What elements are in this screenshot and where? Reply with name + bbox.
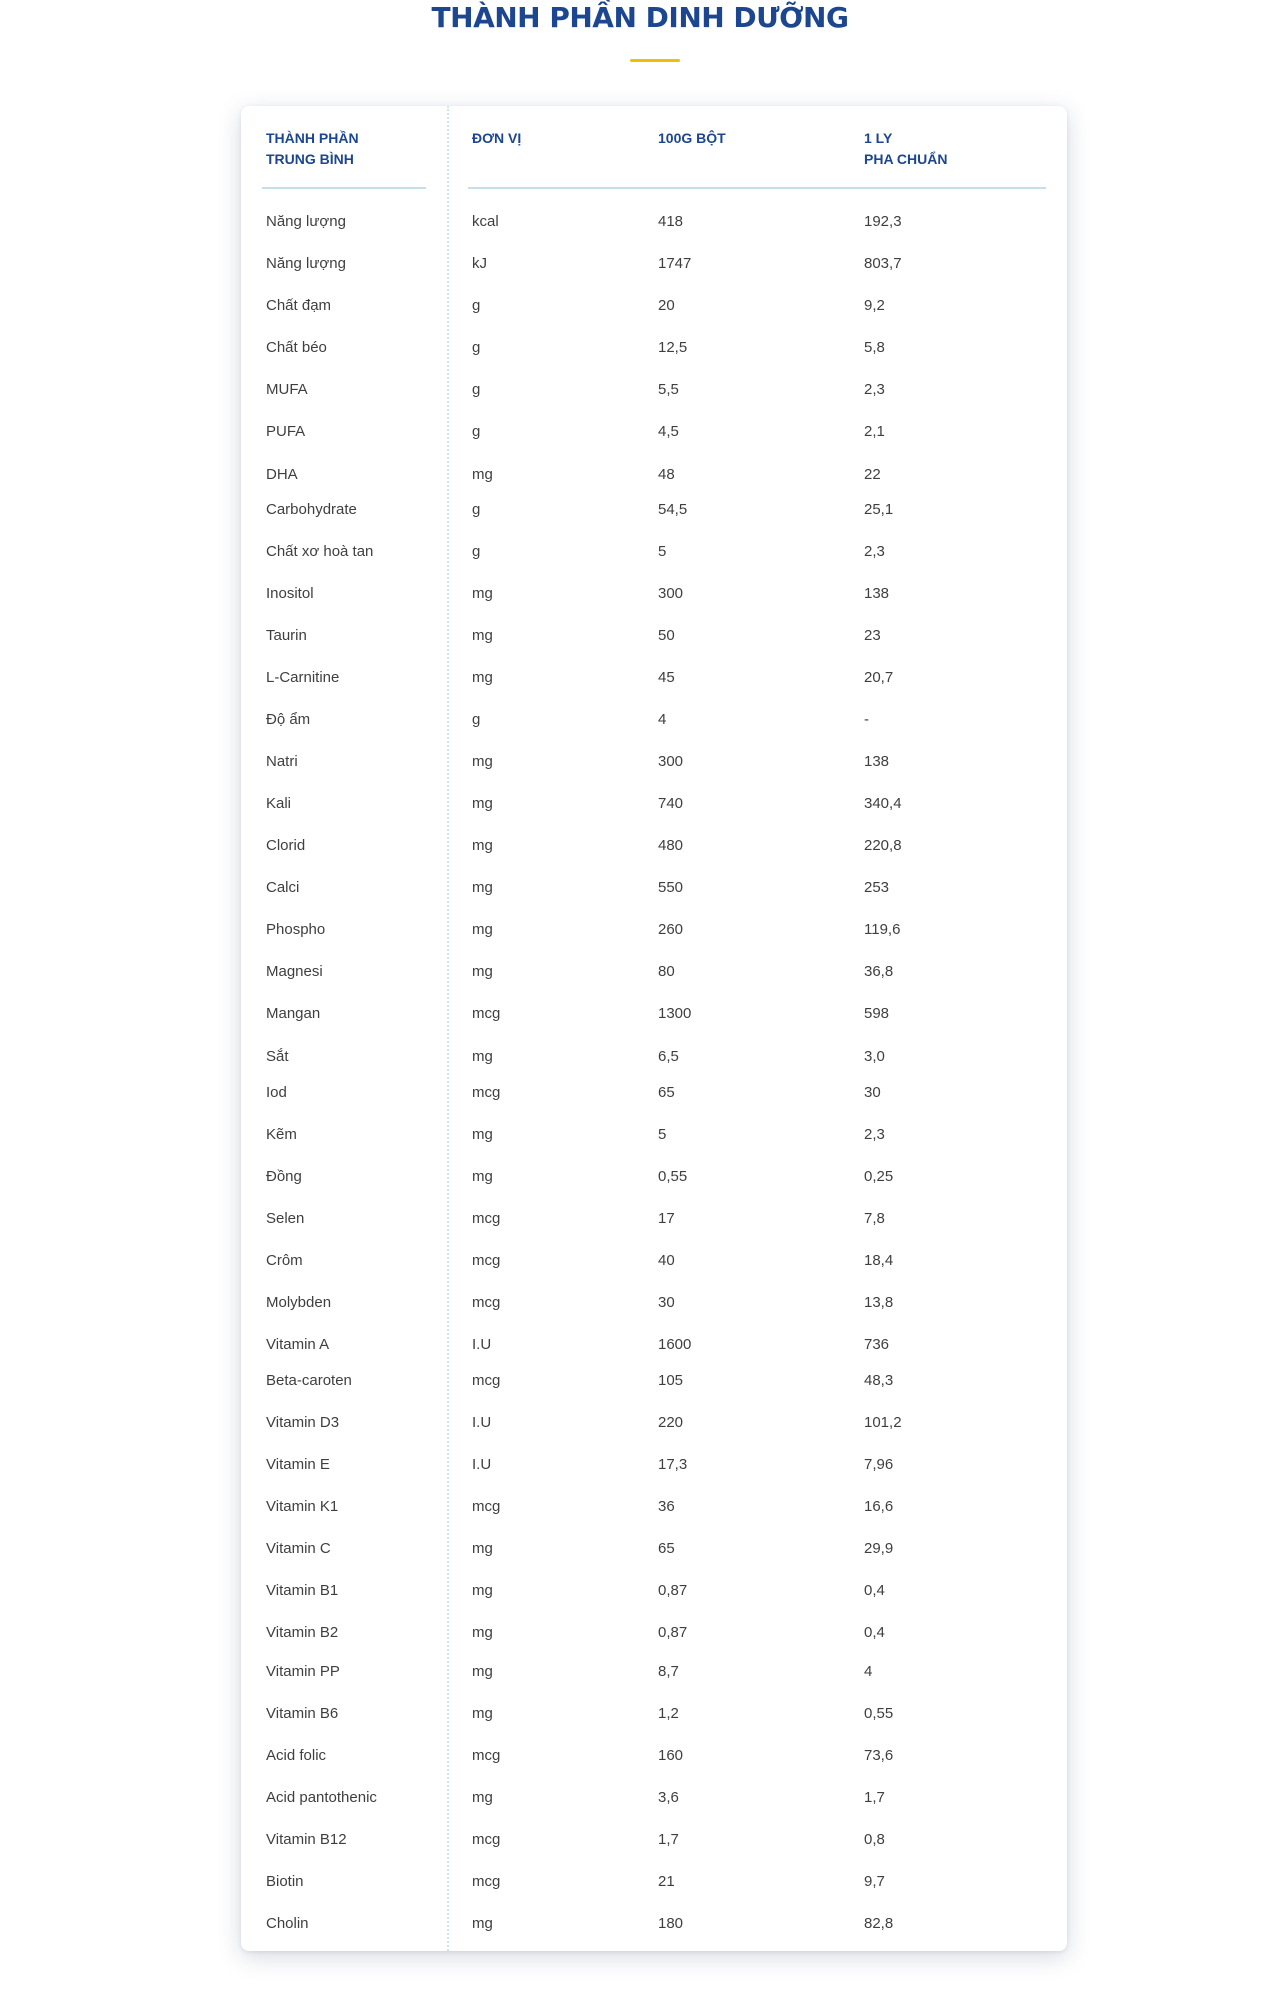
table-row (241, 210, 1067, 234)
row-per-glass: 0,4 (864, 1624, 885, 1641)
row-ingredient: Phospho (266, 921, 326, 938)
table-row (241, 1495, 1067, 1519)
row-per-100g: 180 (658, 1915, 684, 1932)
row-per-100g: 220 (658, 1414, 684, 1431)
row-per-glass: 220,8 (864, 837, 902, 854)
row-unit: mg (472, 669, 493, 686)
row-unit: mg (472, 1582, 493, 1599)
row-ingredient: Calci (266, 879, 300, 896)
row-unit: mcg (472, 1498, 501, 1515)
row-ingredient: Năng lượng (266, 255, 346, 272)
table-row (241, 1870, 1067, 1894)
row-per-glass: 4 (864, 1663, 873, 1680)
table-row (241, 1045, 1067, 1069)
row-per-100g: 300 (658, 585, 684, 602)
row-per-100g: 5 (658, 543, 667, 560)
row-ingredient: Clorid (266, 837, 306, 854)
row-ingredient: Beta-caroten (266, 1372, 352, 1389)
row-per-100g: 3,6 (658, 1789, 679, 1806)
row-ingredient: PUFA (266, 423, 306, 440)
row-ingredient: Vitamin B12 (266, 1831, 347, 1848)
row-ingredient: Chất đạm (266, 297, 332, 314)
row-ingredient: Đồng (266, 1168, 302, 1185)
row-per-100g: 418 (658, 213, 684, 230)
table-row (241, 1002, 1067, 1026)
row-per-glass: 119,6 (864, 921, 901, 938)
row-per-100g: 8,7 (658, 1663, 679, 1680)
row-ingredient: Năng lượng (266, 213, 346, 230)
table-row (241, 378, 1067, 402)
row-per-100g: 0,87 (658, 1624, 688, 1641)
row-ingredient: Vitamin C (266, 1540, 331, 1557)
table-row (241, 540, 1067, 564)
row-per-glass: 0,55 (864, 1705, 894, 1722)
table-row (241, 1579, 1067, 1603)
row-per-100g: 21 (658, 1873, 675, 1890)
table-row (241, 1912, 1067, 1936)
row-per-100g: 550 (658, 879, 684, 896)
row-per-glass: 2,3 (864, 1126, 885, 1143)
table-row (241, 1123, 1067, 1147)
row-ingredient: Chất béo (266, 339, 327, 356)
row-unit: mg (472, 1789, 493, 1806)
table-row (241, 834, 1067, 858)
row-per-glass: 3,0 (864, 1048, 885, 1065)
row-per-100g: 1600 (658, 1336, 692, 1353)
row-per-glass: - (864, 711, 869, 728)
row-ingredient: Natri (266, 753, 298, 770)
row-per-glass: 192,3 (864, 213, 902, 230)
row-unit: mcg (472, 1747, 501, 1764)
row-per-100g: 45 (658, 669, 675, 686)
row-unit: mg (472, 1705, 493, 1722)
row-per-glass: 7,96 (864, 1456, 894, 1473)
row-unit: mcg (472, 1084, 501, 1101)
row-per-100g: 6,5 (658, 1048, 679, 1065)
row-unit: mcg (472, 1372, 501, 1389)
table-row (241, 1744, 1067, 1768)
row-ingredient: Kali (266, 795, 292, 812)
row-per-glass: 138 (864, 753, 890, 770)
row-per-glass: 82,8 (864, 1915, 894, 1932)
row-per-glass: 9,7 (864, 1873, 885, 1890)
table-row (241, 1165, 1067, 1189)
row-ingredient: Acid folic (266, 1747, 327, 1764)
row-unit: mg (472, 585, 493, 602)
row-per-100g: 54,5 (658, 501, 688, 518)
row-unit: I.U (472, 1414, 492, 1431)
row-per-glass: 23 (864, 627, 881, 644)
row-per-100g: 0,55 (658, 1168, 688, 1185)
row-per-100g: 1300 (658, 1005, 692, 1022)
table-row (241, 1621, 1067, 1645)
header-per-glass: 1 LY PHA CHUẨN (864, 130, 948, 167)
row-per-100g: 50 (658, 627, 675, 644)
table-row (241, 1702, 1067, 1726)
table-row (241, 750, 1067, 774)
header-per-100g: 100G BỘT (658, 130, 726, 146)
table-row (241, 1081, 1067, 1105)
row-unit: I.U (472, 1456, 492, 1473)
row-per-100g: 105 (658, 1372, 684, 1389)
table-row (241, 708, 1067, 732)
table-row (241, 1291, 1067, 1315)
row-per-glass: 0,4 (864, 1582, 885, 1599)
row-per-100g: 36 (658, 1498, 675, 1515)
row-per-100g: 5,5 (658, 381, 679, 398)
row-ingredient: Acid pantothenic (266, 1789, 377, 1806)
row-unit: g (472, 339, 481, 356)
table-row (241, 582, 1067, 606)
row-ingredient: Molybden (266, 1294, 332, 1311)
row-per-glass: 0,25 (864, 1168, 894, 1185)
row-per-glass: 13,8 (864, 1294, 894, 1311)
row-unit: mcg (472, 1005, 501, 1022)
row-per-100g: 48 (658, 466, 675, 483)
table-row (241, 918, 1067, 942)
row-per-100g: 40 (658, 1252, 675, 1269)
row-unit: mg (472, 753, 493, 770)
row-per-glass: 7,8 (864, 1210, 885, 1227)
row-per-glass: 598 (864, 1005, 890, 1022)
header-ingredient: THÀNH PHẦN TRUNG BÌNH (266, 130, 359, 167)
table-row (241, 1786, 1067, 1810)
table-row (241, 1660, 1067, 1684)
table-row (241, 1828, 1067, 1852)
row-per-100g: 65 (658, 1540, 675, 1557)
row-unit: mcg (472, 1294, 501, 1311)
row-per-glass: 5,8 (864, 339, 885, 356)
table-row (241, 1411, 1067, 1435)
row-per-100g: 5 (658, 1126, 667, 1143)
row-per-100g: 1747 (658, 255, 692, 272)
row-ingredient: Độ ẩm (266, 711, 311, 728)
row-ingredient: Vitamin A (266, 1336, 330, 1353)
nutrition-table-card (241, 106, 1067, 1951)
table-row (241, 792, 1067, 816)
row-ingredient: Crôm (266, 1252, 303, 1269)
row-per-glass: 340,4 (864, 795, 902, 812)
row-per-glass: 101,2 (864, 1414, 902, 1431)
row-unit: mg (472, 627, 493, 644)
row-unit: mg (472, 837, 493, 854)
row-ingredient: Vitamin K1 (266, 1498, 339, 1515)
table-row (241, 876, 1067, 900)
row-per-glass: 22 (864, 466, 881, 483)
header-underline-left (262, 187, 426, 189)
row-per-glass: 2,3 (864, 381, 885, 398)
row-unit: mg (472, 1126, 493, 1143)
row-per-100g: 4,5 (658, 423, 679, 440)
row-per-glass: 18,4 (864, 1252, 894, 1269)
row-ingredient: Cholin (266, 1915, 309, 1932)
row-per-glass: 25,1 (864, 501, 894, 518)
row-per-100g: 30 (658, 1294, 675, 1311)
row-per-100g: 740 (658, 795, 684, 812)
table-row (241, 1453, 1067, 1477)
row-ingredient: DHA (266, 466, 298, 483)
row-ingredient: Magnesi (266, 963, 323, 980)
table-row (241, 1207, 1067, 1231)
row-ingredient: Sắt (266, 1048, 289, 1065)
table-row (241, 498, 1067, 522)
row-unit: mg (472, 1663, 493, 1680)
row-per-glass: 29,9 (864, 1540, 894, 1557)
row-ingredient: Selen (266, 1210, 305, 1227)
row-per-100g: 1,7 (658, 1831, 679, 1848)
table-row (241, 252, 1067, 276)
row-per-100g: 65 (658, 1084, 675, 1101)
row-ingredient: L-Carnitine (266, 669, 340, 686)
row-unit: kcal (472, 213, 499, 230)
row-per-100g: 160 (658, 1747, 684, 1764)
row-unit: mcg (472, 1210, 501, 1227)
table-row (241, 960, 1067, 984)
row-unit: g (472, 381, 481, 398)
row-unit: mg (472, 466, 493, 483)
row-per-glass: 73,6 (864, 1747, 894, 1764)
row-unit: mg (472, 963, 493, 980)
row-per-glass: 16,6 (864, 1498, 894, 1515)
row-per-glass: 2,1 (864, 423, 885, 440)
row-per-100g: 4 (658, 711, 667, 728)
row-per-100g: 1,2 (658, 1705, 679, 1722)
row-ingredient: Vitamin B1 (266, 1582, 339, 1599)
row-ingredient: Biotin (266, 1873, 304, 1890)
page-title: THÀNH PHẦN DINH DƯỠNG (431, 1, 849, 34)
row-ingredient: Mangan (266, 1005, 321, 1022)
row-unit: I.U (472, 1336, 492, 1353)
table-row (241, 1333, 1067, 1357)
table-row (241, 1369, 1067, 1393)
row-unit: mg (472, 879, 493, 896)
title-underline (630, 59, 680, 62)
row-ingredient: Taurin (266, 627, 307, 644)
row-per-100g: 20 (658, 297, 675, 314)
row-unit: mg (472, 921, 493, 938)
row-unit: mcg (472, 1252, 501, 1269)
row-unit: mg (472, 795, 493, 812)
row-per-100g: 12,5 (658, 339, 688, 356)
row-unit: mg (472, 1168, 493, 1185)
row-unit: kJ (472, 255, 487, 272)
row-unit: g (472, 711, 481, 728)
row-unit: g (472, 423, 481, 440)
row-per-100g: 480 (658, 837, 684, 854)
row-unit: g (472, 297, 481, 314)
row-per-glass: 736 (864, 1336, 890, 1353)
table-row (241, 294, 1067, 318)
row-per-glass: 803,7 (864, 255, 902, 272)
row-ingredient: Kẽm (266, 1126, 297, 1143)
row-per-100g: 17,3 (658, 1456, 688, 1473)
row-unit: mcg (472, 1873, 501, 1890)
row-ingredient: Vitamin D3 (266, 1414, 340, 1431)
row-per-glass: 30 (864, 1084, 881, 1101)
row-per-glass: 138 (864, 585, 890, 602)
row-unit: mg (472, 1048, 493, 1065)
table-row (241, 624, 1067, 648)
row-per-glass: 2,3 (864, 543, 885, 560)
header-underline-right (468, 187, 1046, 189)
row-per-100g: 300 (658, 753, 684, 770)
row-per-glass: 20,7 (864, 669, 894, 686)
row-unit: mg (472, 1915, 493, 1932)
row-ingredient: Vitamin E (266, 1456, 330, 1473)
row-ingredient: Iod (266, 1084, 287, 1101)
table-row (241, 666, 1067, 690)
row-per-100g: 80 (658, 963, 675, 980)
row-ingredient: MUFA (266, 381, 308, 398)
row-ingredient: Vitamin B2 (266, 1624, 339, 1641)
row-per-100g: 17 (658, 1210, 675, 1227)
row-per-glass: 0,8 (864, 1831, 885, 1848)
row-per-glass: 9,2 (864, 297, 885, 314)
header-unit: ĐƠN VỊ (472, 130, 522, 146)
table-row (241, 336, 1067, 360)
table-row (241, 1249, 1067, 1273)
row-per-glass: 36,8 (864, 963, 894, 980)
row-unit: mg (472, 1540, 493, 1557)
row-ingredient: Vitamin B6 (266, 1705, 339, 1722)
row-per-glass: 253 (864, 879, 890, 896)
row-per-glass: 48,3 (864, 1372, 894, 1389)
table-row (241, 463, 1067, 487)
row-ingredient: Inositol (266, 585, 314, 602)
table-row (241, 420, 1067, 444)
row-ingredient: Chất xơ hoà tan (266, 543, 374, 560)
row-ingredient: Carbohydrate (266, 501, 357, 518)
row-per-glass: 1,7 (864, 1789, 885, 1806)
table-row (241, 1537, 1067, 1561)
row-unit: g (472, 543, 481, 560)
row-ingredient: Vitamin PP (266, 1663, 340, 1680)
row-unit: mcg (472, 1831, 501, 1848)
row-per-100g: 0,87 (658, 1582, 688, 1599)
row-unit: mg (472, 1624, 493, 1641)
row-per-100g: 260 (658, 921, 684, 938)
row-unit: g (472, 501, 481, 518)
